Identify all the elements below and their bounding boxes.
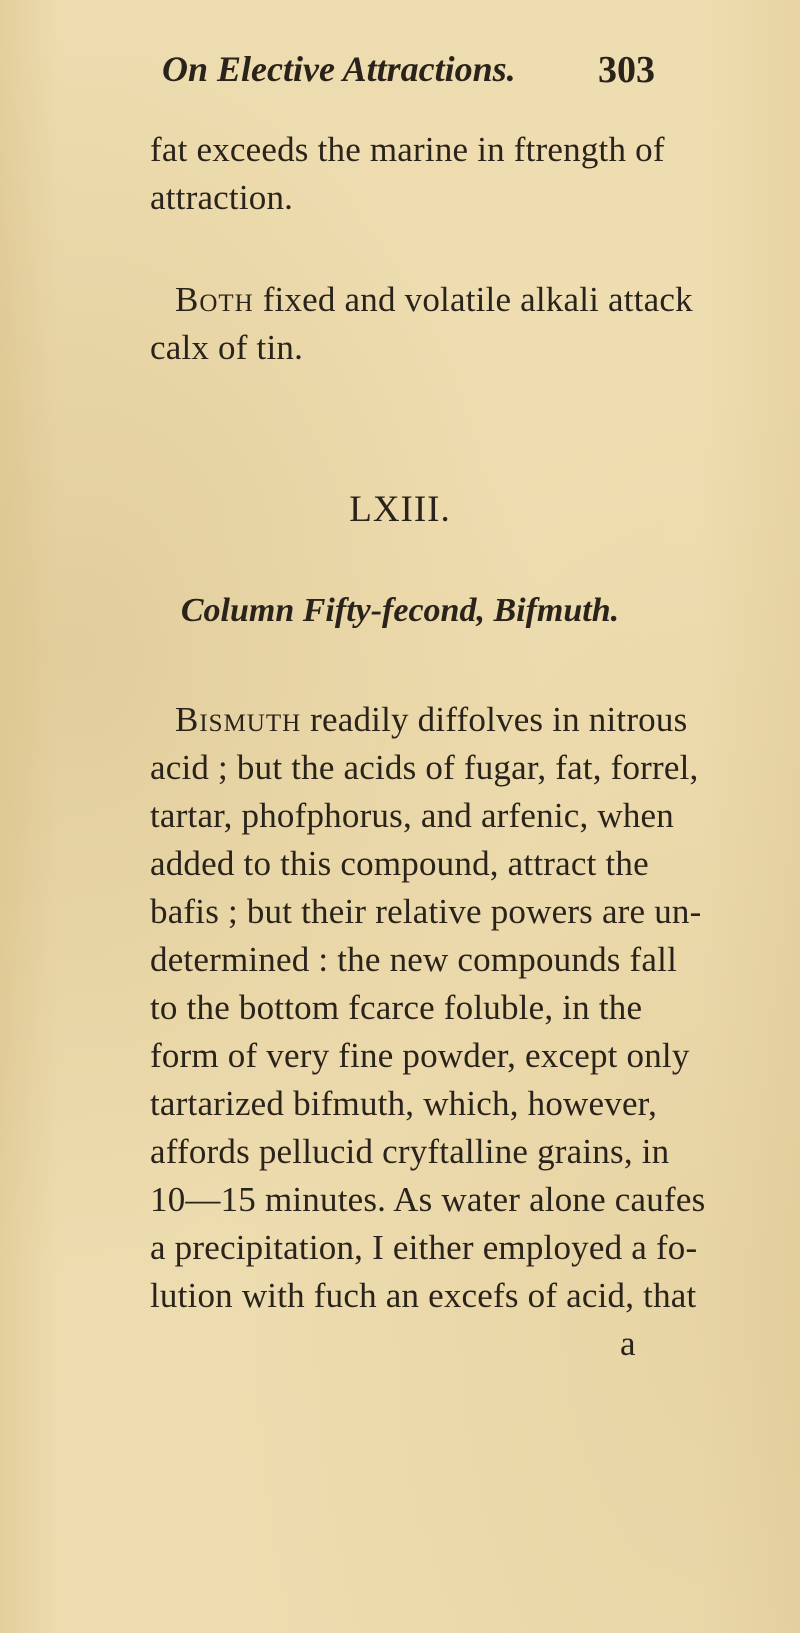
para2-line-1-text: fixed and volatile alkali attack: [262, 280, 693, 319]
para3-line-1: [175, 700, 688, 740]
para3-line-6: determined : the new compounds fall: [150, 940, 677, 979]
para3-line-13: lution with fuch an excefs of acid, that: [150, 1276, 697, 1315]
para2-line-2: calx of tin.: [150, 328, 304, 367]
para3-line-12: a precipitation, I either employed a fo-: [150, 1228, 698, 1267]
catchword: a: [620, 1324, 636, 1363]
page-number: 303: [598, 49, 655, 91]
para2-lead: Both: [175, 280, 254, 319]
para3-line-11: 10—15 minutes. As water alone caufes: [150, 1180, 706, 1219]
para3-line-3: tartar, phofphorus, and arfenic, when: [150, 796, 674, 835]
para3-line-5: bafis ; but their relative powers are un-: [150, 892, 702, 931]
para3-line-7: to the bottom fcarce foluble, in the: [150, 988, 643, 1027]
para3-line-8: form of very fine powder, except only: [150, 1036, 690, 1075]
section-number: LXIII.: [349, 489, 451, 530]
para2-line-1: [175, 280, 693, 320]
para3-line-9: tartarized bifmuth, which, however,: [150, 1084, 658, 1123]
para3-lead: Bismuth: [175, 700, 302, 739]
para1-line-2: attraction.: [150, 178, 294, 217]
para3-line-4: added to this compound, attract the: [150, 844, 649, 883]
running-title: On Elective Attractions.: [162, 49, 516, 89]
para3-line-1-text: readily diffolves in nitrous: [310, 700, 688, 739]
para1-line-1: fat exceeds the marine in ftrength of: [150, 130, 665, 169]
running-head: [0, 48, 800, 108]
para3-line-2: acid ; but the acids of fugar, fat, forrel,: [150, 748, 699, 787]
column-heading: Column Fifty-fecond, Bifmuth.: [180, 592, 620, 629]
para3-line-10: affords pellucid cryftalline grains, in: [150, 1132, 670, 1171]
